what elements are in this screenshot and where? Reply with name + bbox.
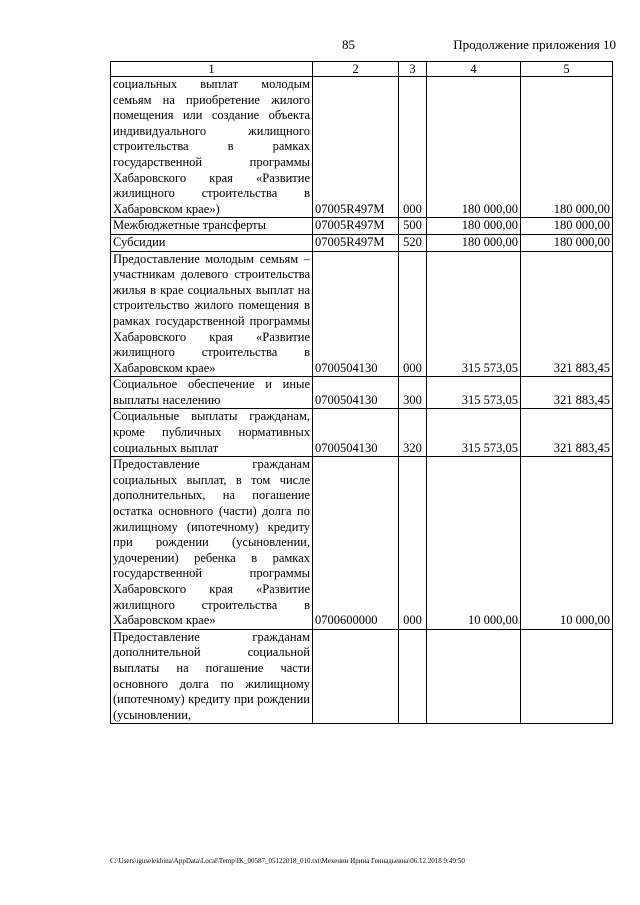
expense-kind-code: 000	[399, 457, 427, 630]
amount-year-2: 321 883,45	[521, 409, 613, 457]
table-row	[111, 377, 613, 409]
amount-year-1: 315 573,05	[427, 251, 521, 377]
table-row	[111, 629, 613, 724]
target-article-code: 0700504130	[313, 251, 399, 377]
document-file-path: C:\Users\iguselekhina\AppData\Local\Temp\IK_00587_05122018_010.txt\Мехенин Ирина Геннадьевна\06.12.2018 9:49:50	[110, 857, 465, 865]
expense-kind-code: 000	[399, 251, 427, 377]
amount-year-1: 315 573,05	[427, 377, 521, 409]
amount-year-1	[427, 629, 521, 724]
amount-year-1: 180 000,00	[427, 77, 521, 218]
column-header-1: 1	[111, 62, 313, 77]
row-name: Социальное обеспечение и иные выплаты населению	[111, 377, 313, 409]
amount-year-2: 180 000,00	[521, 218, 613, 235]
expense-kind-code: 320	[399, 409, 427, 457]
column-header-5: 5	[521, 62, 613, 77]
amount-year-2	[521, 629, 613, 724]
amount-year-2: 321 883,45	[521, 251, 613, 377]
budget-table	[110, 61, 613, 724]
table-row	[111, 218, 613, 235]
table-row	[111, 409, 613, 457]
amount-year-1: 180 000,00	[427, 234, 521, 251]
column-header-3: 3	[399, 62, 427, 77]
appendix-continuation-title: Продолжение приложения 10	[453, 37, 616, 52]
amount-year-2: 180 000,00	[521, 234, 613, 251]
table-row	[111, 251, 613, 377]
amount-year-2: 321 883,45	[521, 377, 613, 409]
table-header-row	[111, 62, 613, 77]
column-header-4: 4	[427, 62, 521, 77]
target-article-code: 07005R497M	[313, 234, 399, 251]
target-article-code: 0700504130	[313, 409, 399, 457]
expense-kind-code	[399, 629, 427, 724]
row-name: социальных выплат молодым семьям на приобретение жилого помещения или создание объекта индивидуального жилищного строительства в рамках государственной программы Хабаровского края «Развитие жилищного строительства в Хабаровском крае»)	[111, 77, 313, 218]
target-article-code: 0700504130	[313, 377, 399, 409]
target-article-code: 0700600000	[313, 457, 399, 630]
row-name: Субсидии	[111, 234, 313, 251]
row-name: Предоставление гражданам дополнительной социальной выплаты на погашение части основного долга по жилищному (ипотечному) кредиту при рождении (усыновлении,	[111, 629, 313, 724]
amount-year-1: 180 000,00	[427, 218, 521, 235]
expense-kind-code: 000	[399, 77, 427, 218]
table-row	[111, 457, 613, 630]
row-name: Межбюджетные трансферты	[111, 218, 313, 235]
row-name: Предоставление молодым семьям – участникам долевого строительства жилья в крае социальных выплат на строительство жилого помещения в рамках государственной программы Хабаровского края «Развитие жилищного строительства в Хабаровском крае»	[111, 251, 313, 377]
target-article-code: 07005R497M	[313, 77, 399, 218]
table-row	[111, 77, 613, 218]
table-row	[111, 234, 613, 251]
target-article-code	[313, 629, 399, 724]
row-name: Предоставление гражданам социальных выплат, в том числе дополнительных, на погашение остатка основного (части) долга по жилищному (ипотечному) кредиту при рождении (усыновлении, удочерении) ребенка в рамках государственной программы Хабаровского края «Развитие жилищного строительства в Хабаровском крае»	[111, 457, 313, 630]
column-header-2: 2	[313, 62, 399, 77]
amount-year-1: 315 573,05	[427, 409, 521, 457]
amount-year-2: 10 000,00	[521, 457, 613, 630]
expense-kind-code: 520	[399, 234, 427, 251]
target-article-code: 07005R497M	[313, 218, 399, 235]
row-name: Социальные выплаты гражданам, кроме публичных нормативных социальных выплат	[111, 409, 313, 457]
page-number: 85	[342, 37, 355, 52]
expense-kind-code: 500	[399, 218, 427, 235]
amount-year-2: 180 000,00	[521, 77, 613, 218]
expense-kind-code: 300	[399, 377, 427, 409]
amount-year-1: 10 000,00	[427, 457, 521, 630]
